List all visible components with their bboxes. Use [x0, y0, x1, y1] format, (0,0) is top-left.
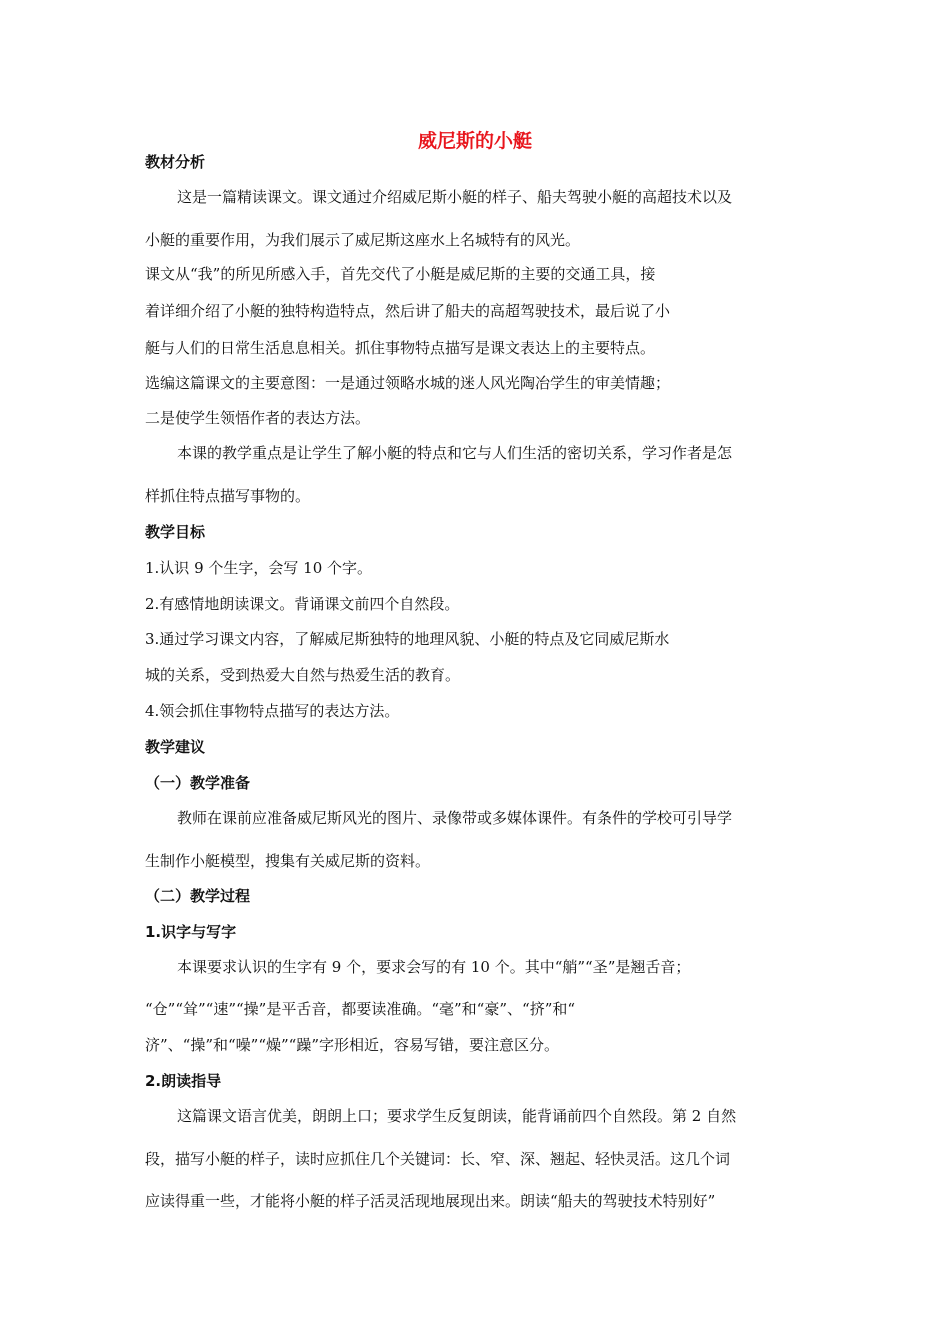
- goal-item: 城的关系，受到热爱大自然与热爱生活的教育。: [145, 666, 461, 684]
- paragraph-line: 着详细介绍了小艇的独特构造特点，然后讲了船夫的高超驾驶技术，最后说了小: [145, 302, 671, 320]
- subheading-preparation: （一）教学准备: [145, 774, 251, 792]
- goal-item: 4.领会抓住事物特点描写的表达方法。: [145, 702, 400, 720]
- document-title: 威尼斯的小艇: [417, 130, 532, 152]
- section-heading-suggestions: 教学建议: [145, 738, 206, 756]
- paragraph-line: 课文从“我”的所见所感入手，首先交代了小艇是威尼斯的主要的交通工具，接: [145, 265, 656, 283]
- paragraph-line: 样抓住特点描写事物的。: [145, 487, 311, 505]
- goal-item: 3.通过学习课文内容，了解威尼斯独特的地理风貌、小艇的特点及它同威尼斯水: [145, 630, 670, 648]
- paragraph-line: 应读得重一些，才能将小艇的样子活灵活现地展现出来。朗读“船夫的驾驶技术特别好”: [145, 1192, 716, 1210]
- step-heading-literacy: 1.识字与写字: [145, 923, 237, 941]
- step-heading-reading: 2.朗读指导: [145, 1072, 222, 1090]
- paragraph-line: 生制作小艇模型，搜集有关威尼斯的资料。: [145, 852, 431, 870]
- paragraph-line: 段，描写小艇的样子，读时应抓住几个关键词：长、窄、深、翘起、轻快灵活。这几个词: [145, 1150, 731, 1168]
- paragraph-line: 这是一篇精读课文。课文通过介绍威尼斯小艇的样子、船夫驾驶小艇的高超技术以及: [177, 188, 733, 206]
- paragraph-line: 教师在课前应准备威尼斯风光的图片、录像带或多媒体课件。有条件的学校可引导学: [177, 809, 733, 827]
- paragraph-line: 本课要求认识的生字有 9 个，要求会写的有 10 个。其中“艄”“圣”是翘舌音；: [177, 958, 691, 976]
- paragraph-line: 济”、“操”和“噪”“燥”“躁”字形相近，容易写错，要注意区分。: [145, 1036, 560, 1054]
- subheading-process: （二）教学过程: [145, 887, 251, 905]
- section-heading-goals: 教学目标: [145, 523, 206, 541]
- goal-item: 1.认识 9 个生字，会写 10 个字。: [145, 559, 373, 577]
- goal-item: 2.有感情地朗读课文。背诵课文前四个自然段。: [145, 595, 460, 613]
- section-heading-analysis: 教材分析: [145, 153, 206, 171]
- paragraph-line: 艇与人们的日常生活息息相关。抓住事物特点描写是课文表达上的主要特点。: [145, 339, 656, 357]
- paragraph-line: 选编这篇课文的主要意图：一是通过领略水城的迷人风光陶冶学生的审美情趣；: [145, 374, 671, 392]
- paragraph-line: “仓”“耸”“速”“操”是平舌音，都要读准确。“毫”和“豪”、“挤”和“: [145, 1000, 576, 1018]
- paragraph-line: 小艇的重要作用，为我们展示了威尼斯这座水上名城特有的风光。: [145, 231, 581, 249]
- paragraph-line: 本课的教学重点是让学生了解小艇的特点和它与人们生活的密切关系，学习作者是怎: [177, 444, 733, 462]
- paragraph-line: 二是使学生领悟作者的表达方法。: [145, 409, 371, 427]
- paragraph-line: 这篇课文语言优美，朗朗上口；要求学生反复朗读，能背诵前四个自然段。第 2 自然: [177, 1107, 737, 1125]
